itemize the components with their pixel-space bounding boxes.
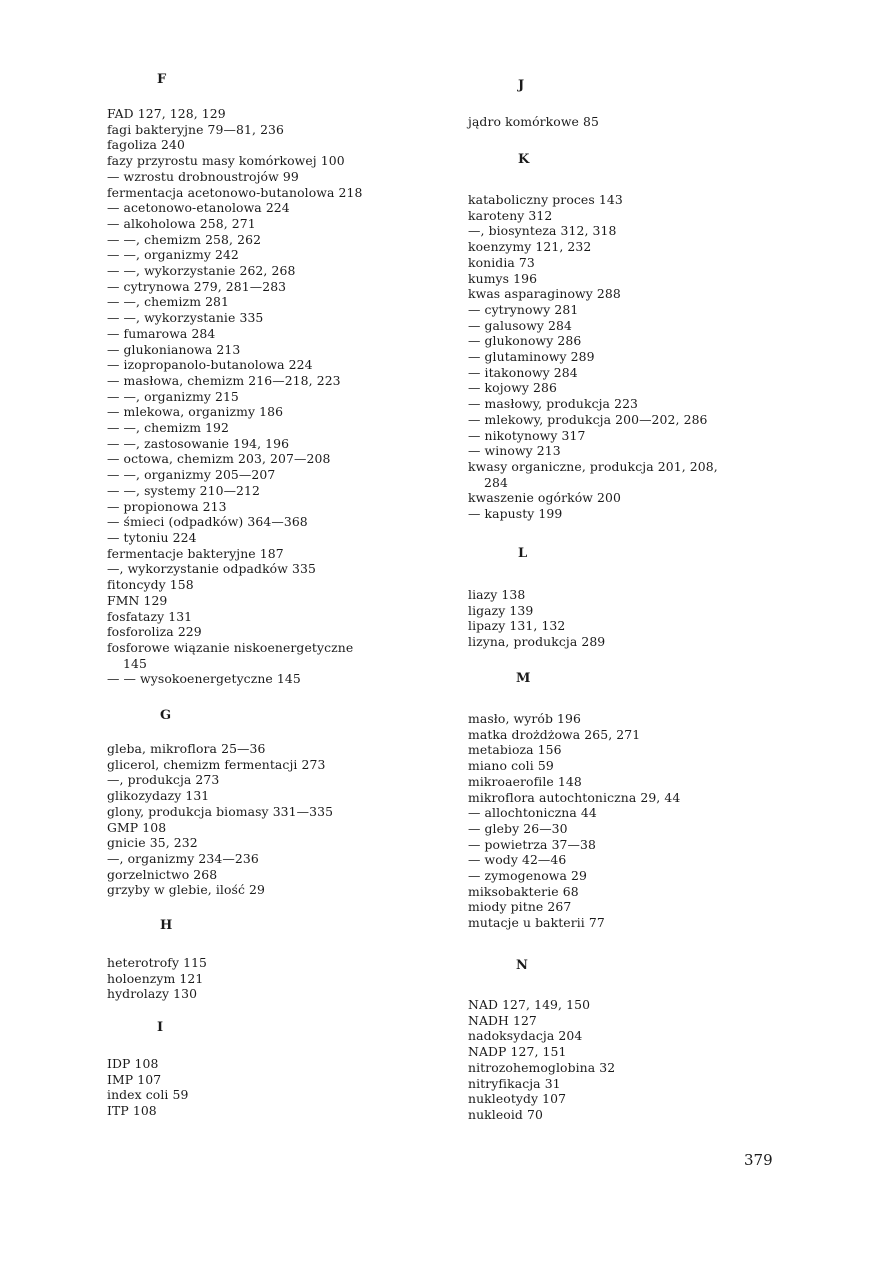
section-h-entries bbox=[107, 955, 427, 1002]
index-entry: IMP 107 bbox=[107, 1071, 162, 1087]
section-heading-k: K bbox=[518, 152, 530, 167]
index-entry: metabioza 156 bbox=[468, 742, 562, 758]
index-entry: fermentacje bakteryjne 187 bbox=[107, 545, 284, 561]
index-entry: fermentacja acetonowo-butanolowa 218 bbox=[107, 184, 363, 200]
index-entry: — —, organizmy 205—207 bbox=[107, 467, 276, 483]
index-entry: — glukonowy 286 bbox=[468, 333, 582, 349]
index-entry: — wzrostu drobnoustrojów 99 bbox=[107, 168, 299, 184]
index-entry: — alkoholowa 258, 271 bbox=[107, 215, 256, 231]
index-entry: — acetonowo-etanolowa 224 bbox=[107, 200, 290, 216]
index-entry: matka drożdżowa 265, 271 bbox=[468, 726, 641, 742]
index-entry: — zymogenowa 29 bbox=[468, 868, 587, 884]
page-number: 379 bbox=[744, 1151, 773, 1169]
index-entry: — fumarowa 284 bbox=[107, 325, 216, 341]
section-j-entries bbox=[468, 114, 788, 130]
index-entry: — powietrza 37—38 bbox=[468, 836, 597, 852]
index-entry: masło, wyrób 196 bbox=[468, 711, 581, 726]
index-entry: — —, wykorzystanie 262, 268 bbox=[107, 263, 296, 279]
section-g-entries bbox=[107, 741, 427, 898]
section-k-entries bbox=[468, 192, 788, 522]
index-entry: nukleoid 70 bbox=[468, 1106, 543, 1122]
index-entry: — allochtoniczna 44 bbox=[468, 805, 597, 821]
index-entry: fazy przyrostu masy komórkowej 100 bbox=[107, 153, 345, 169]
index-entry: liazy 138 bbox=[468, 587, 526, 602]
index-entry: nukleotydy 107 bbox=[468, 1091, 567, 1107]
index-entry: NAD 127, 149, 150 bbox=[468, 997, 591, 1012]
index-entry: —, biosynteza 312, 318 bbox=[468, 223, 617, 239]
section-heading-j: J bbox=[518, 78, 525, 93]
index-entry: — octowa, chemizm 203, 207—208 bbox=[107, 451, 331, 467]
index-entry: karoteny 312 bbox=[468, 207, 553, 223]
index-entry: — — wysokoenergetyczne 145 bbox=[107, 671, 301, 687]
index-entry: grzyby w glebie, ilość 29 bbox=[107, 882, 266, 898]
index-entry: NADH 127 bbox=[468, 1012, 537, 1028]
section-i-entries bbox=[107, 1056, 427, 1119]
index-entry: nitryfikacja 31 bbox=[468, 1075, 561, 1091]
index-entry: — kojowy 286 bbox=[468, 380, 557, 396]
index-entry: — śmieci (odpadków) 364—368 bbox=[107, 514, 308, 530]
section-heading-m: M bbox=[516, 671, 531, 686]
index-entry: — masłowy, produkcja 223 bbox=[468, 396, 639, 412]
index-entry: —, wykorzystanie odpadków 335 bbox=[107, 561, 316, 577]
index-entry: hydrolazy 130 bbox=[107, 986, 198, 1002]
index-entry-continuation: 284 bbox=[484, 474, 508, 490]
index-entry: mikroaerofile 148 bbox=[468, 773, 582, 789]
index-entry: — winowy 213 bbox=[468, 443, 561, 459]
index-entry: mutacje u bakterii 77 bbox=[468, 915, 605, 931]
index-entry: fosforoliza 229 bbox=[107, 624, 202, 640]
index-entry: fagi bakteryjne 79—81, 236 bbox=[107, 121, 285, 137]
index-entry: — glukonianowa 213 bbox=[107, 341, 241, 357]
index-entry: jądro komórkowe 85 bbox=[468, 114, 599, 129]
index-entry: — —, zastosowanie 194, 196 bbox=[107, 435, 290, 451]
index-entry: lizyna, produkcja 289 bbox=[468, 634, 606, 650]
section-heading-l: L bbox=[518, 546, 528, 561]
index-entry: fitoncydy 158 bbox=[107, 577, 194, 593]
index-entry: fosforowe wiązanie niskoenergetyczne bbox=[107, 639, 354, 655]
index-entry: kwaszenie ogórków 200 bbox=[468, 490, 621, 506]
index-entry: glony, produkcja biomasy 331—335 bbox=[107, 803, 334, 819]
index-entry: miano coli 59 bbox=[468, 758, 554, 774]
index-entry: — itakonowy 284 bbox=[468, 364, 578, 380]
index-entry: FAD 127, 128, 129 bbox=[107, 106, 226, 121]
index-entry: — gleby 26—30 bbox=[468, 820, 568, 836]
index-entry: NADP 127, 151 bbox=[468, 1044, 567, 1060]
index-entry: ligazy 139 bbox=[468, 602, 534, 618]
index-entry: — izopropanolo-butanolowa 224 bbox=[107, 357, 313, 373]
section-n-entries bbox=[468, 997, 788, 1123]
index-entry: mikroflora autochtoniczna 29, 44 bbox=[468, 789, 681, 805]
index-entry: — —, wykorzystanie 335 bbox=[107, 310, 264, 326]
index-entry: — —, chemizm 192 bbox=[107, 420, 230, 436]
index-entry: — tytoniu 224 bbox=[107, 529, 197, 545]
index-entry: lipazy 131, 132 bbox=[468, 618, 566, 634]
index-entry: — propionowa 213 bbox=[107, 498, 227, 514]
index-entry: konidia 73 bbox=[468, 254, 535, 270]
index-entry: GMP 108 bbox=[107, 819, 167, 835]
index-entry: — glutaminowy 289 bbox=[468, 349, 595, 365]
index-entry: nadoksydacja 204 bbox=[468, 1028, 583, 1044]
index-entry: gnicie 35, 232 bbox=[107, 835, 198, 851]
section-heading-n: N bbox=[516, 958, 528, 973]
index-entry: — —, chemizm 258, 262 bbox=[107, 231, 262, 247]
index-entry: heterotrofy 115 bbox=[107, 955, 208, 970]
index-entry-continuation: 145 bbox=[123, 655, 147, 671]
index-entry: gorzelnictwo 268 bbox=[107, 866, 218, 882]
index-entry: kumys 196 bbox=[468, 270, 538, 286]
index-entry: — —, chemizm 281 bbox=[107, 294, 230, 310]
index-entry: index coli 59 bbox=[107, 1087, 189, 1103]
index-entry: holoenzym 121 bbox=[107, 970, 204, 986]
index-entry: kwasy organiczne, produkcja 201, 208, bbox=[468, 458, 718, 474]
index-entry: fagoliza 240 bbox=[107, 137, 185, 153]
section-heading-h: H bbox=[160, 918, 173, 933]
index-entry: — galusowy 284 bbox=[468, 317, 573, 333]
index-entry: —, produkcja 273 bbox=[107, 772, 220, 788]
index-entry: — mlekowy, produkcja 200—202, 286 bbox=[468, 411, 708, 427]
index-entry: nitrozohemoglobina 32 bbox=[468, 1059, 616, 1075]
index-entry: IDP 108 bbox=[107, 1056, 159, 1071]
index-entry: — —, systemy 210—212 bbox=[107, 482, 261, 498]
section-f-entries bbox=[107, 106, 427, 687]
section-m-entries bbox=[468, 711, 788, 931]
index-entry: FMN 129 bbox=[107, 592, 168, 608]
section-l-entries bbox=[468, 587, 788, 650]
index-entry: — cytrynowy 281 bbox=[468, 301, 579, 317]
index-entry: koenzymy 121, 232 bbox=[468, 239, 592, 255]
index-entry: — —, organizmy 242 bbox=[107, 247, 239, 263]
index-entry: miksobakterie 68 bbox=[468, 883, 579, 899]
index-entry: — —, organizmy 215 bbox=[107, 388, 239, 404]
index-entry: kwas asparaginowy 288 bbox=[468, 286, 621, 302]
section-heading-i: I bbox=[157, 1020, 164, 1035]
index-entry: gleba, mikroflora 25—36 bbox=[107, 741, 266, 756]
index-entry: fosfatazy 131 bbox=[107, 608, 193, 624]
section-heading-g: G bbox=[160, 708, 172, 723]
index-entry: — masłowa, chemizm 216—218, 223 bbox=[107, 372, 341, 388]
index-entry: — cytrynowa 279, 281—283 bbox=[107, 278, 287, 294]
index-entry: — wody 42—46 bbox=[468, 852, 567, 868]
index-entry: glicerol, chemizm fermentacji 273 bbox=[107, 756, 326, 772]
index-entry: — mlekowa, organizmy 186 bbox=[107, 404, 284, 420]
index-entry: ITP 108 bbox=[107, 1103, 157, 1119]
index-entry: — nikotynowy 317 bbox=[468, 427, 586, 443]
index-entry: miody pitne 267 bbox=[468, 899, 572, 915]
section-heading-f: F bbox=[157, 72, 167, 87]
index-entry: glikozydazy 131 bbox=[107, 788, 210, 804]
index-entry: —, organizmy 234—236 bbox=[107, 850, 259, 866]
index-entry: — kapusty 199 bbox=[468, 506, 563, 522]
index-entry: kataboliczny proces 143 bbox=[468, 192, 623, 207]
